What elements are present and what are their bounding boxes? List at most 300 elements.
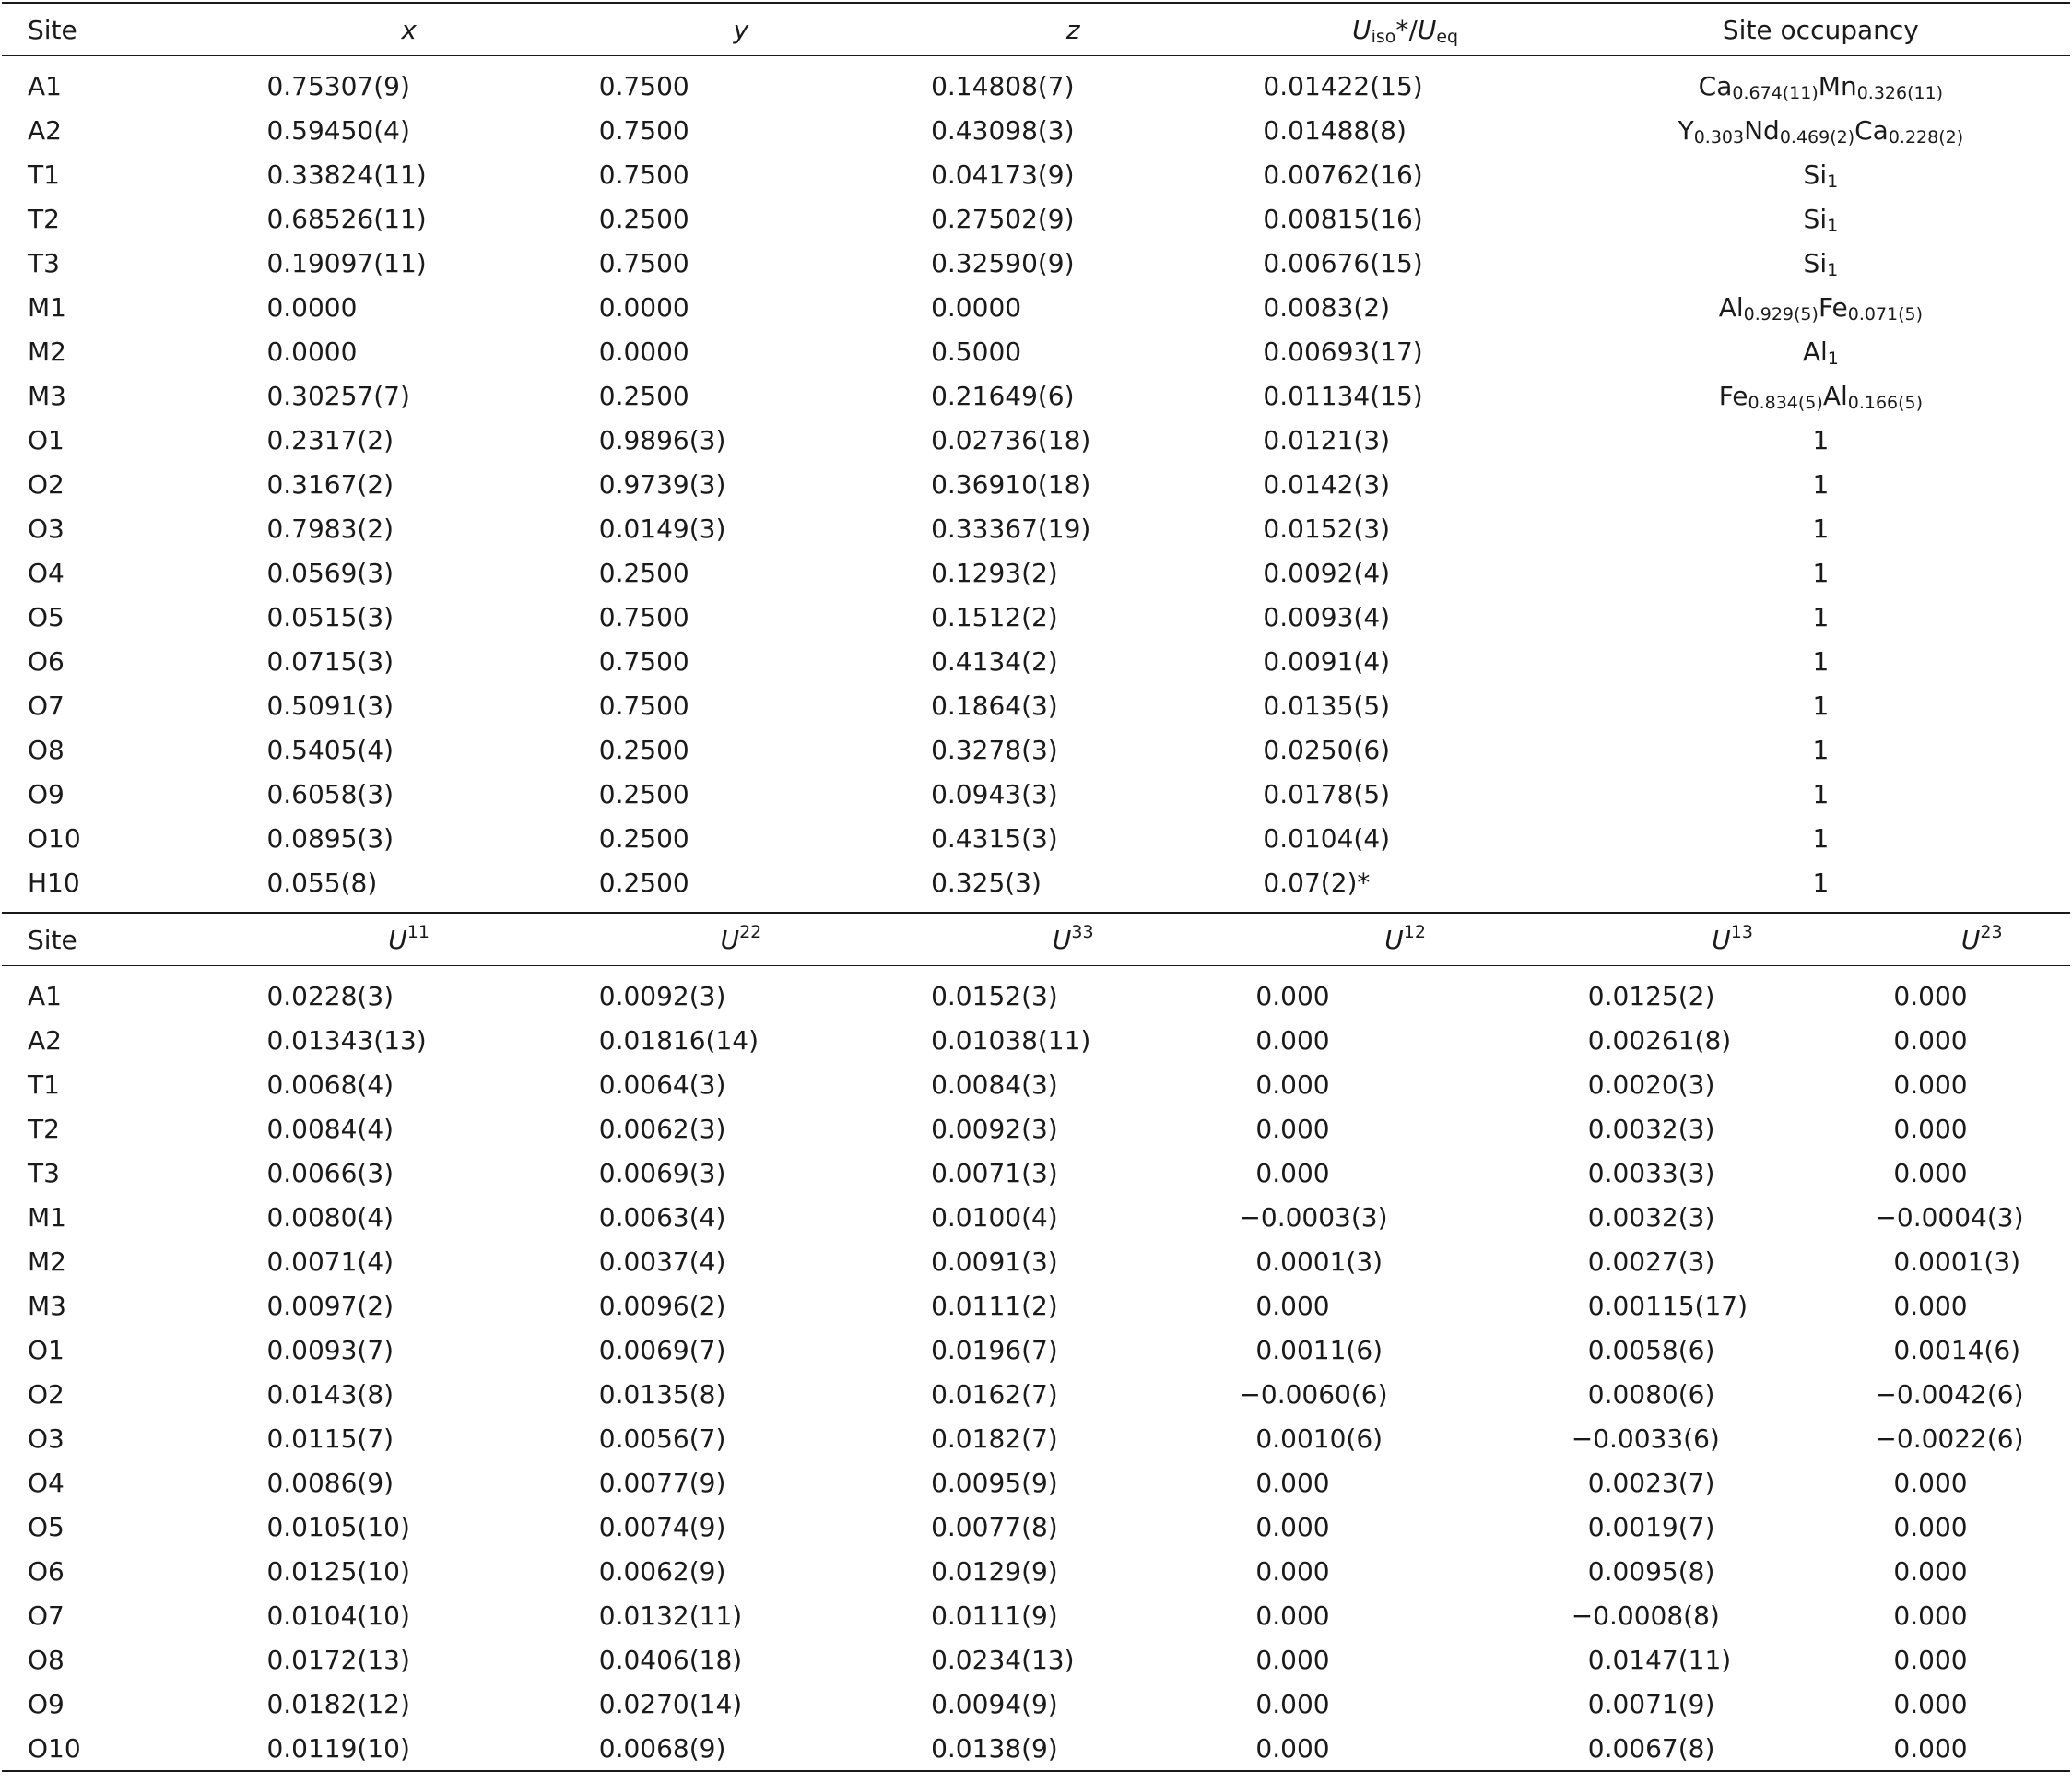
u12-value: −0.0003(3) [1239, 1201, 1388, 1233]
u22-cell: 0.0062(9) [598, 1555, 726, 1587]
site-cell: M2 [28, 1246, 66, 1277]
uiso-cell: 0.00815(16) [1263, 203, 1423, 234]
z-cell: 0.1512(2) [931, 601, 1058, 632]
u33-cell: 0.0152(3) [931, 980, 1058, 1011]
u13-cell [1572, 1239, 1894, 1283]
u12-value: 0.000 [1255, 1024, 1330, 1056]
y-cell: 0.2500 [598, 778, 689, 809]
u12-value: 0.000 [1255, 1555, 1330, 1587]
z-cell: 0.14808(7) [931, 70, 1075, 101]
y-cell: 0.2500 [598, 203, 689, 234]
y-cell: 0.2500 [598, 734, 689, 765]
table-row [2, 108, 2070, 152]
z-cell: 0.3278(3) [931, 734, 1058, 765]
occupancy-formula [1699, 71, 1943, 101]
u11-cell: 0.0125(10) [266, 1555, 410, 1587]
site-cell: M1 [28, 291, 66, 323]
x-cell: 0.59450(4) [266, 114, 410, 146]
y-cell: 0.2500 [598, 380, 689, 411]
z-cell: 0.27502(9) [931, 203, 1075, 234]
site-cell: O4 [28, 1467, 65, 1498]
u12-value: 0.000 [1255, 1600, 1330, 1631]
z-cell: 0.32590(9) [931, 247, 1075, 278]
table-row [2, 506, 2070, 550]
site-cell: O6 [28, 645, 65, 677]
positional-body [2, 56, 2070, 914]
aniso-header-u12-sup: 12 [1403, 921, 1426, 942]
u12-value: 0.0011(6) [1255, 1334, 1383, 1365]
u13-cell [1572, 1195, 1894, 1239]
uiso-cell: 0.0250(6) [1263, 734, 1391, 765]
u13-cell [1572, 1328, 1894, 1372]
site-cell: O5 [28, 1511, 65, 1542]
u13-value: 0.0032(3) [1587, 1201, 1715, 1233]
header-occupancy: Site occupancy [1572, 3, 2070, 56]
table-row [2, 1106, 2070, 1151]
u22-cell: 0.0068(9) [575, 1726, 907, 1771]
u12-value: 0.0010(6) [1255, 1423, 1383, 1454]
z-cell: 0.21649(6) [931, 380, 1075, 411]
u12-value: 0.0001(3) [1255, 1246, 1383, 1277]
u12-value: 0.000 [1255, 1467, 1330, 1498]
site-cell: O5 [28, 601, 65, 632]
u11-cell: 0.0182(12) [266, 1688, 410, 1719]
table-row [2, 595, 2070, 639]
uiso-cell: 0.0152(3) [1263, 513, 1391, 544]
table-row [2, 418, 2070, 462]
site-cell: H10 [2, 860, 242, 913]
y-cell: 0.7500 [598, 601, 689, 632]
u33-cell: 0.0234(13) [931, 1644, 1075, 1675]
table-row [2, 860, 2070, 913]
z-cell: 0.1864(3) [931, 690, 1058, 721]
u12-value: 0.000 [1255, 1069, 1330, 1100]
u23-value: 0.000 [1893, 1290, 1968, 1321]
u13-cell [1572, 1726, 1894, 1771]
u22-cell: 0.0062(3) [598, 1113, 726, 1144]
u13-value: 0.0147(11) [1587, 1644, 1732, 1675]
u11-cell: 0.0104(10) [266, 1600, 410, 1631]
u12-cell [1239, 1726, 1571, 1771]
u23-cell [1893, 1018, 2070, 1062]
u23-cell [1893, 1239, 2070, 1283]
u23-cell [1893, 1637, 2070, 1682]
element-fraction: 0.071(5) [1847, 303, 1924, 325]
z-cell: 0.04173(9) [931, 159, 1075, 190]
u13-value: −0.0008(8) [1571, 1600, 1720, 1631]
z-cell: 0.0000 [931, 291, 1022, 323]
table-row [2, 1018, 2070, 1062]
occupancy-cell: 1 [1812, 557, 1830, 588]
occupancy-cell: 1 [1812, 734, 1830, 765]
u12-cell [1239, 1549, 1571, 1593]
u13-value: 0.0095(8) [1587, 1555, 1715, 1587]
u23-cell [1893, 1460, 2070, 1505]
u11-cell: 0.0071(4) [266, 1246, 394, 1277]
element-fraction: 0.929(5) [1743, 303, 1819, 325]
u23-value: 0.000 [1893, 1555, 1968, 1587]
aniso-header-u12 [1239, 913, 1571, 966]
uiso-cell: 0.00693(17) [1263, 336, 1423, 367]
element-fraction: 0.303 [1693, 126, 1745, 148]
u13-value: −0.0033(6) [1571, 1423, 1720, 1454]
u12-cell [1239, 1062, 1571, 1106]
u13-value: 0.0058(6) [1587, 1334, 1715, 1365]
element-symbol: Si [1803, 247, 1828, 278]
u12-cell [1239, 1416, 1571, 1460]
u33-cell: 0.0111(9) [931, 1600, 1058, 1631]
occupancy-cell [1572, 196, 2070, 241]
u13-cell [1572, 1283, 1894, 1328]
u23-cell [1893, 1593, 2070, 1637]
u11-cell: 0.0105(10) [266, 1511, 410, 1542]
occupancy-cell: 1 [1812, 690, 1830, 721]
u11-cell: 0.0068(4) [266, 1069, 394, 1100]
x-cell: 0.6058(3) [266, 778, 394, 809]
occupancy-cell [1572, 241, 2070, 285]
uiso-cell: 0.0178(5) [1263, 778, 1391, 809]
occupancy-formula [1678, 115, 1964, 146]
u23-value: −0.0042(6) [1875, 1378, 2024, 1410]
occupancy-cell [1572, 56, 2070, 109]
x-cell: 0.0515(3) [266, 601, 394, 632]
table-row [2, 772, 2070, 816]
uiso-cell: 0.0121(3) [1263, 424, 1391, 455]
site-cell: O10 [28, 822, 81, 854]
u12-cell [1239, 1106, 1571, 1151]
u13-value: 0.0033(3) [1587, 1157, 1715, 1188]
u23-value: 0.000 [1893, 1069, 1968, 1100]
u13-cell [1572, 1460, 1894, 1505]
table-row [2, 1062, 2070, 1106]
u33-cell: 0.01038(11) [931, 1024, 1091, 1056]
site-cell: O3 [28, 513, 65, 544]
u23-cell [1893, 1505, 2070, 1549]
x-cell: 0.0000 [266, 336, 358, 367]
site-cell: O1 [28, 1334, 65, 1365]
site-cell: A2 [28, 114, 62, 146]
u13-cell [1572, 1682, 1894, 1726]
u22-cell: 0.0096(2) [598, 1290, 726, 1321]
header-z [907, 3, 1239, 56]
u13-cell [1572, 1062, 1894, 1106]
table-row [2, 1593, 2070, 1637]
aniso-header-u22-sup: 22 [739, 921, 762, 942]
x-cell: 0.3167(2) [266, 468, 394, 500]
uiso-cell: 0.0142(3) [1263, 468, 1391, 500]
x-cell: 0.19097(11) [266, 247, 427, 278]
table-row [2, 285, 2070, 329]
u11-cell: 0.0228(3) [266, 980, 394, 1011]
element-symbol: Al [1822, 380, 1848, 411]
table-row [2, 1505, 2070, 1549]
u23-cell [1893, 1726, 2070, 1771]
u33-cell: 0.0138(9) [907, 1726, 1239, 1771]
header-uiso-star: */ [1395, 14, 1418, 45]
u13-value: 0.00261(8) [1587, 1024, 1732, 1056]
table-row [2, 1283, 2070, 1328]
u11-cell: 0.0172(13) [266, 1644, 410, 1675]
site-cell: T2 [28, 203, 60, 234]
u23-cell [1893, 1682, 2070, 1726]
u13-value: 0.0080(6) [1587, 1378, 1715, 1410]
aniso-header-u22 [575, 913, 907, 966]
u12-cell [1239, 966, 1571, 1019]
occupancy-cell: 1 [1572, 860, 2070, 913]
uiso-cell: 0.01134(15) [1263, 380, 1423, 411]
element-symbol: Y [1678, 114, 1694, 146]
u13-cell [1572, 1637, 1894, 1682]
table-row [2, 329, 2070, 373]
table-row [2, 373, 2070, 418]
uiso-cell: 0.0135(5) [1263, 690, 1391, 721]
header-site: Site [2, 3, 242, 56]
site-cell: O8 [28, 734, 65, 765]
y-cell: 0.9739(3) [598, 468, 726, 500]
site-cell: A2 [28, 1024, 62, 1056]
aniso-header-u13-sup: 13 [1730, 921, 1753, 942]
u22-cell: 0.0135(8) [598, 1378, 726, 1410]
table-row [2, 241, 2070, 285]
u23-cell [1893, 966, 2070, 1019]
u23-cell [1875, 1416, 2070, 1460]
u22-cell: 0.0069(3) [598, 1157, 726, 1188]
occupancy-formula [1804, 159, 1839, 190]
element-symbol: Ca [1854, 114, 1889, 146]
element-fraction: 0.674(11) [1732, 82, 1819, 103]
aniso-header-u33-main: U [1052, 924, 1072, 955]
x-cell: 0.0715(3) [266, 645, 394, 677]
u12-value: 0.000 [1255, 1732, 1330, 1764]
positional-header-row [2, 3, 2070, 56]
site-cell: T1 [28, 159, 60, 190]
u12-value: 0.000 [1255, 1290, 1330, 1321]
u33-cell: 0.0077(8) [931, 1511, 1058, 1542]
table-row [2, 56, 2070, 109]
u11-cell: 0.0119(10) [242, 1726, 574, 1771]
u12-value: −0.0060(6) [1239, 1378, 1388, 1410]
occupancy-cell: 1 [1812, 468, 1830, 500]
site-cell: O9 [28, 1688, 65, 1719]
y-cell: 0.7500 [598, 247, 689, 278]
u13-cell [1572, 1416, 1894, 1460]
occupancy-cell [1572, 373, 2070, 418]
u12-value: 0.000 [1255, 980, 1330, 1011]
table-row [2, 639, 2070, 683]
header-uiso-sub: iso [1371, 26, 1396, 47]
header-x-label: x [401, 14, 417, 45]
u23-value: 0.000 [1893, 980, 1968, 1011]
header-uiso-ueq [1239, 3, 1571, 56]
table-row [2, 1372, 2070, 1416]
element-fraction: 0.469(2) [1779, 126, 1855, 148]
u12-cell [1239, 1195, 1571, 1239]
u22-cell: 0.0056(7) [598, 1423, 726, 1454]
z-cell: 0.33367(19) [931, 513, 1091, 544]
occupancy-cell [1572, 152, 2070, 196]
element-fraction: 1 [1827, 215, 1839, 236]
x-cell: 0.5091(3) [266, 690, 394, 721]
site-cell: O9 [28, 778, 65, 809]
site-cell: O2 [28, 468, 65, 500]
table-row [2, 1682, 2070, 1726]
element-symbol: Al [1718, 291, 1744, 323]
occupancy-cell [1572, 329, 2070, 373]
table-row [2, 1549, 2070, 1593]
z-cell: 0.0943(3) [931, 778, 1058, 809]
site-cell: A1 [28, 70, 62, 101]
occupancy-cell [1572, 285, 2070, 329]
occupancy-formula [1804, 204, 1839, 234]
u11-cell: 0.0093(7) [266, 1334, 394, 1365]
y-cell: 0.7500 [598, 645, 689, 677]
element-fraction: 1 [1827, 259, 1839, 280]
u13-value: 0.00115(17) [1587, 1290, 1748, 1321]
u22-cell: 0.0132(11) [598, 1600, 743, 1631]
y-cell: 0.7500 [598, 159, 689, 190]
occupancy-cell: 1 [1812, 778, 1830, 809]
header-y-label: y [733, 14, 749, 45]
u23-value: 0.000 [1893, 1644, 1968, 1675]
u12-value: 0.000 [1255, 1644, 1330, 1675]
u33-cell: 0.0095(9) [931, 1467, 1058, 1498]
u12-cell [1239, 1018, 1571, 1062]
u22-cell: 0.0063(4) [598, 1201, 726, 1233]
u23-value: 0.000 [1893, 1511, 1968, 1542]
x-cell: 0.30257(7) [266, 380, 410, 411]
u12-cell [1239, 1505, 1571, 1549]
u12-cell [1239, 1283, 1571, 1328]
aniso-header-u23-sup: 23 [1980, 921, 2003, 942]
x-cell: 0.055(8) [242, 860, 574, 913]
u33-cell: 0.0100(4) [931, 1201, 1058, 1233]
uiso-cell: 0.07(2)* [1239, 860, 1571, 913]
uiso-cell: 0.0092(4) [1263, 557, 1391, 588]
u23-value: −0.0022(6) [1875, 1423, 2024, 1454]
x-cell: 0.75307(9) [266, 70, 410, 101]
u33-cell: 0.0091(3) [931, 1246, 1058, 1277]
occupancy-formula [1803, 337, 1839, 367]
u11-cell: 0.0084(4) [266, 1113, 394, 1144]
z-cell: 0.43098(3) [931, 114, 1075, 146]
u11-cell: 0.0086(9) [266, 1467, 394, 1498]
uiso-cell: 0.0091(4) [1263, 645, 1391, 677]
occupancy-cell: 1 [1812, 424, 1830, 455]
u33-cell: 0.0111(2) [931, 1290, 1058, 1321]
u23-value: 0.0001(3) [1893, 1246, 2021, 1277]
u23-cell [1893, 1283, 2070, 1328]
u22-cell: 0.0074(9) [598, 1511, 726, 1542]
u12-cell [1239, 1372, 1571, 1416]
header-uiso-main: U [1352, 14, 1372, 45]
u33-cell: 0.0182(7) [931, 1423, 1058, 1454]
element-symbol: Si [1803, 203, 1828, 234]
table-row [2, 1726, 2070, 1771]
u23-value: 0.0014(6) [1893, 1334, 2021, 1365]
u13-cell [1572, 1549, 1894, 1593]
aniso-header-u33 [907, 913, 1239, 966]
u23-value: 0.000 [1893, 1024, 1968, 1056]
u23-cell [1893, 1062, 2070, 1106]
u11-cell: 0.0143(8) [266, 1378, 394, 1410]
u23-value: 0.000 [1893, 1157, 1968, 1188]
table-row [2, 152, 2070, 196]
site-cell: M1 [28, 1201, 66, 1233]
occupancy-formula [1719, 381, 1923, 411]
occupancy-cell [1572, 108, 2070, 152]
occupancy-formula [1719, 292, 1923, 323]
header-x [242, 3, 574, 56]
site-cell: M3 [28, 380, 66, 411]
u33-cell: 0.0092(3) [931, 1113, 1058, 1144]
table-row [2, 1637, 2070, 1682]
u22-cell: 0.0406(18) [598, 1644, 743, 1675]
z-cell: 0.4134(2) [931, 645, 1058, 677]
u33-cell: 0.0196(7) [931, 1334, 1058, 1365]
u22-cell: 0.0077(9) [598, 1467, 726, 1498]
element-fraction: 0.834(5) [1748, 392, 1823, 413]
u23-value: 0.000 [1893, 1113, 1968, 1144]
z-cell: 0.1293(2) [931, 557, 1058, 588]
table-row [2, 727, 2070, 772]
u22-cell: 0.0270(14) [598, 1688, 743, 1719]
element-symbol: Mn [1818, 70, 1857, 101]
u33-cell: 0.0162(7) [931, 1378, 1058, 1410]
u13-value: 0.0020(3) [1587, 1069, 1715, 1100]
aniso-header-u23-main: U [1960, 924, 1981, 955]
header-ueq-main: U [1417, 14, 1437, 45]
y-cell: 0.7500 [598, 114, 689, 146]
u33-cell: 0.0129(9) [931, 1555, 1058, 1587]
x-cell: 0.7983(2) [266, 513, 394, 544]
u12-cell [1239, 1460, 1571, 1505]
uiso-cell: 0.01422(15) [1263, 70, 1423, 101]
u12-value: 0.000 [1255, 1688, 1330, 1719]
u13-value: 0.0067(8) [1587, 1732, 1715, 1764]
header-ueq-sub: eq [1436, 26, 1459, 47]
u11-cell: 0.0066(3) [266, 1157, 394, 1188]
site-cell: O2 [28, 1378, 65, 1410]
site-cell: T3 [28, 247, 60, 278]
y-cell: 0.0000 [598, 336, 689, 367]
u12-cell [1239, 1593, 1571, 1637]
u13-cell [1572, 1151, 1894, 1195]
u12-value: 0.000 [1255, 1511, 1330, 1542]
u23-cell [1893, 1328, 2070, 1372]
u12-cell [1239, 1682, 1571, 1726]
u13-value: 0.0027(3) [1587, 1246, 1715, 1277]
anisotropic-header-row [2, 913, 2070, 966]
x-cell: 0.2317(2) [266, 424, 394, 455]
anisotropic-body [2, 966, 2070, 1772]
y-cell: 0.2500 [575, 860, 907, 913]
site-cell: O1 [28, 424, 65, 455]
element-symbol: Si [1803, 159, 1828, 190]
u22-cell: 0.0069(7) [598, 1334, 726, 1365]
x-cell: 0.0569(3) [266, 557, 394, 588]
u23-value: 0.000 [1893, 1467, 1968, 1498]
aniso-header-site: Site [2, 913, 242, 966]
aniso-header-u33-sup: 33 [1071, 921, 1094, 942]
y-cell: 0.0149(3) [598, 513, 726, 544]
site-cell: M3 [28, 1290, 66, 1321]
element-symbol: Ca [1698, 70, 1733, 101]
u13-cell [1572, 1372, 1894, 1416]
uiso-cell: 0.00676(15) [1263, 247, 1423, 278]
aniso-header-u11-main: U [388, 924, 407, 955]
structure-table [2, 2, 2070, 1772]
site-cell: T3 [28, 1157, 60, 1188]
